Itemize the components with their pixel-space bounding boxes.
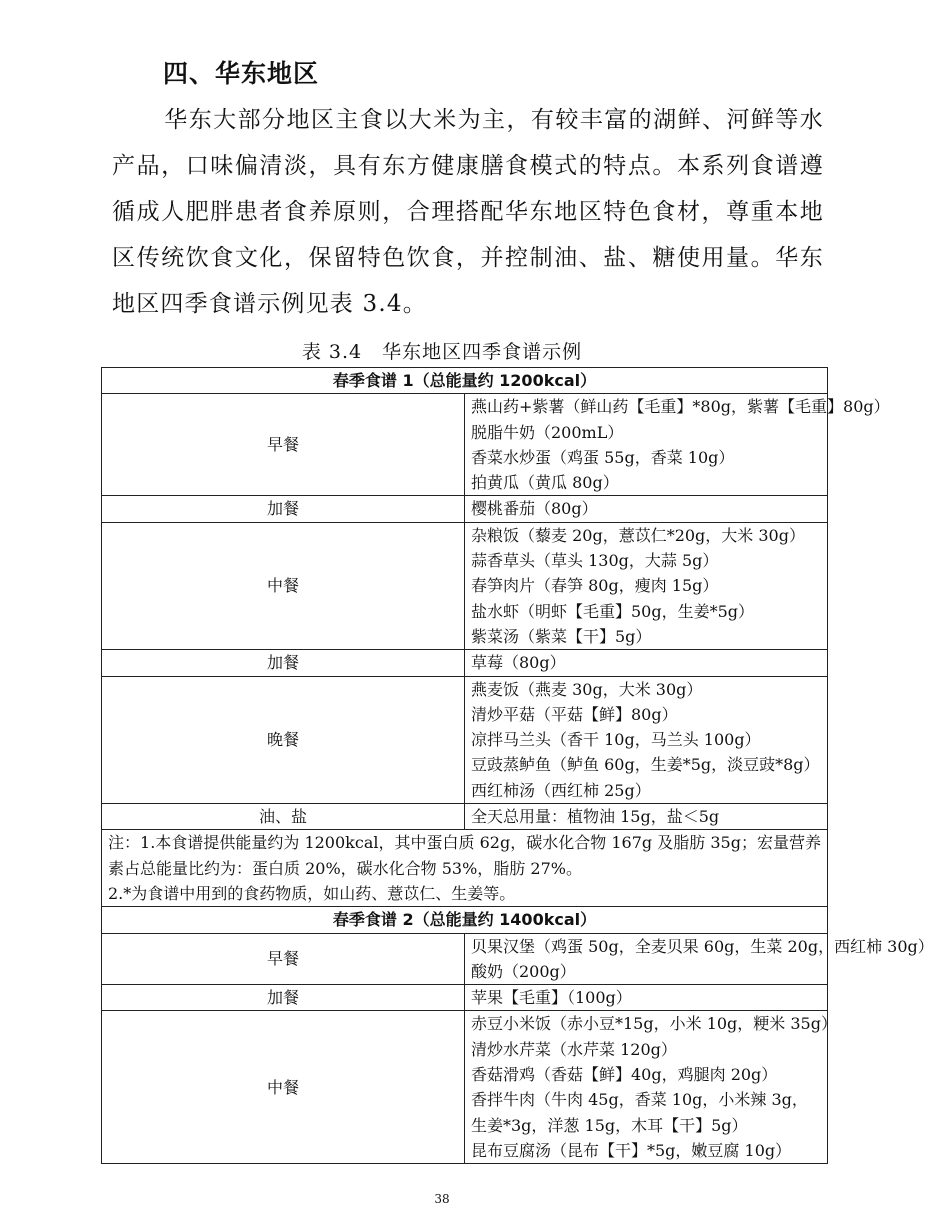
- meal-row-breakfast: [102, 394, 828, 496]
- dish-item: 草莓（80g）: [471, 653, 566, 673]
- meal-items: [465, 933, 934, 985]
- section-heading: 四、华东地区: [163, 59, 320, 88]
- dish-item: 蒜香草头（草头 130g，大蒜 5g）: [471, 551, 719, 571]
- menu-note: [102, 830, 828, 907]
- menu-title-row: [102, 368, 828, 394]
- meal-label: 油、盐: [102, 804, 465, 830]
- dish-item: 樱桃番茄（80g）: [471, 499, 598, 519]
- dish-item: 西红柿汤（西红柿 25g）: [471, 780, 651, 800]
- meal-row-lunch: [102, 522, 828, 649]
- dish-item: 清炒平菇（平菇【鲜】80g）: [471, 704, 678, 724]
- note-line: 2.*为食谱中用到的食药物质，如山药、薏苡仁、生姜等。: [108, 883, 516, 903]
- meal-items: [465, 522, 828, 649]
- meal-row-oil-salt: [102, 804, 828, 830]
- dish-item: 贝果汉堡（鸡蛋 50g，全麦贝果 60g，生菜 20g，西红柿 30g）: [471, 936, 934, 956]
- meal-label: 加餐: [102, 650, 465, 676]
- meal-label: 晚餐: [102, 676, 465, 803]
- dish-item: 全天总用量：植物油 15g，盐＜5g: [471, 807, 720, 827]
- dish-item: 凉拌马兰头（香干 10g，马兰头 100g）: [471, 730, 761, 750]
- dish-item: 豆豉蒸鲈鱼（鲈鱼 60g，生姜*5g，淡豆豉*8g）: [471, 755, 820, 775]
- meal-row-lunch: [102, 1011, 828, 1164]
- meal-items: [465, 985, 828, 1011]
- note-row: [102, 830, 828, 907]
- meal-label: 早餐: [102, 933, 465, 985]
- menu-title: 春季食谱 1（总能量约 1200kcal）: [102, 368, 828, 394]
- meal-row-breakfast: [102, 933, 828, 985]
- dish-item: 杂粮饭（藜麦 20g，薏苡仁*20g，大米 30g）: [471, 525, 805, 545]
- intro-text: 华东大部分地区主食以大米为主，有较丰富的湖鲜、河鲜等水产品，口味偏清淡，具有东方健康膳食模式的特点。本系列食谱遵循成人肥胖患者食养原则，合理搭配华东地区特色食材，尊重本地区传统饮食文化，保留特色饮食，并控制油、盐、糖使用量。华东地区四季食谱示例见表 3.4。: [112, 107, 824, 317]
- meal-row-snack: [102, 985, 828, 1011]
- dish-item: 香拌牛肉（牛肉 45g，香菜 10g，小米辣 3g，生姜*3g，洋葱 15g，木耳【干】5g）: [471, 1090, 808, 1135]
- meal-label: 中餐: [102, 522, 465, 649]
- dish-item: 清炒水芹菜（水芹菜 120g）: [471, 1039, 677, 1059]
- dish-item: 燕麦饭（燕麦 30g，大米 30g）: [471, 679, 703, 699]
- meal-items: [465, 496, 828, 522]
- dish-item: 紫菜汤（紫菜【干】5g）: [471, 626, 652, 646]
- menu-table: [101, 367, 934, 1164]
- dish-item: 拍黄瓜（黄瓜 80g）: [471, 473, 619, 493]
- meal-label: 加餐: [102, 985, 465, 1011]
- meal-row-snack: [102, 650, 828, 676]
- note-line: 注：1.本食谱提供能量约为 1200kcal，其中蛋白质 62g，碳水化合物 167g 及脂肪 35g；宏量营养素占总能量比约为：蛋白质 20%，碳水化合物 53%，脂肪 27%。: [108, 833, 821, 878]
- dish-item: 赤豆小米饭（赤小豆*15g，小米 10g，粳米 35g）: [471, 1014, 837, 1034]
- menu-title: 春季食谱 2（总能量约 1400kcal）: [102, 907, 828, 933]
- dish-item: 香菜水炒蛋（鸡蛋 55g，香菜 10g）: [471, 447, 735, 467]
- meal-label: 早餐: [102, 394, 465, 496]
- dish-item: 苹果【毛重】（100g）: [471, 988, 632, 1008]
- intro-paragraph: [112, 97, 824, 327]
- meal-items: [465, 394, 890, 496]
- dish-item: 春笋肉片（春笋 80g，瘦肉 15g）: [471, 576, 719, 596]
- dish-item: 酸奶（200g）: [471, 961, 576, 981]
- dish-item: 香菇滑鸡（香菇【鲜】40g，鸡腿肉 20g）: [471, 1065, 778, 1085]
- table-caption: 表 3.4 华东地区四季食谱示例: [301, 341, 583, 363]
- meal-items: [465, 676, 828, 803]
- dish-item: 燕山药+紫薯（鲜山药【毛重】*80g，紫薯【毛重】80g）: [471, 397, 890, 417]
- meal-row-dinner: [102, 676, 828, 803]
- meal-row-snack: [102, 496, 828, 522]
- meal-items: [465, 804, 828, 830]
- meal-label: 加餐: [102, 496, 465, 522]
- meal-items: [465, 1011, 837, 1164]
- meal-label: 中餐: [102, 1011, 465, 1164]
- meal-items: [465, 650, 828, 676]
- dish-item: 盐水虾（明虾【毛重】50g，生姜*5g）: [471, 601, 755, 621]
- page-number: 38: [434, 1192, 450, 1206]
- dish-item: 脱脂牛奶（200mL）: [471, 422, 624, 442]
- menu-title-row: [102, 907, 828, 933]
- dish-item: 昆布豆腐汤（昆布【干】*5g，嫩豆腐 10g）: [471, 1140, 792, 1160]
